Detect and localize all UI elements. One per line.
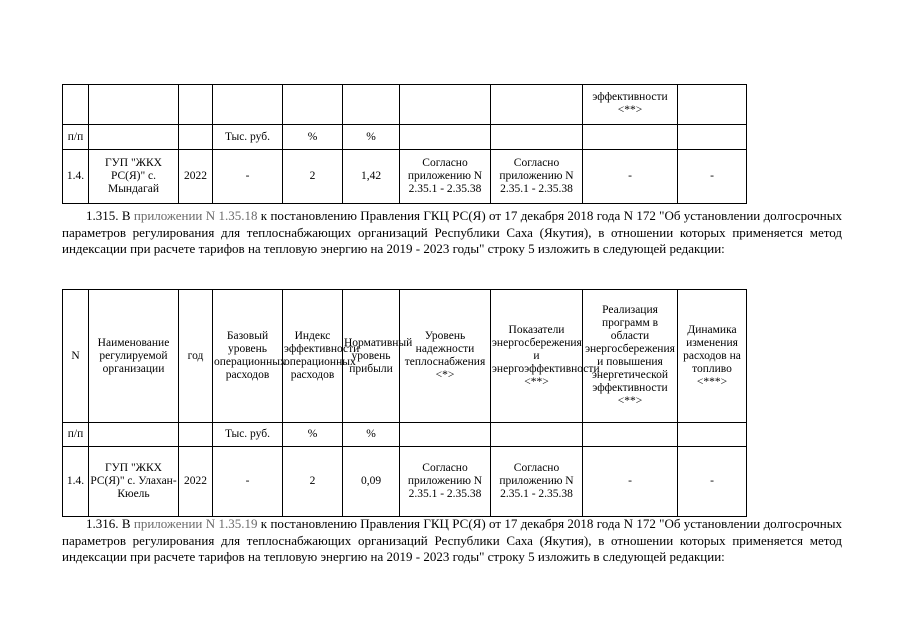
header-cell: Динамика изменения расходов на топливо <***> xyxy=(678,290,747,423)
units-cell xyxy=(89,423,179,447)
header-cell: Показатели энергосбережения и энергоэффективности <**> xyxy=(491,290,583,423)
table-row xyxy=(63,150,747,204)
header-cell: эффективности <**> xyxy=(583,85,678,125)
units-cell: % xyxy=(283,125,343,150)
data-cell: 2 xyxy=(283,150,343,204)
units-cell: % xyxy=(343,423,400,447)
header-cell: Нормативный уровень прибыли xyxy=(343,290,400,423)
amendment-paragraph-1316 xyxy=(62,516,842,566)
units-cell xyxy=(678,125,747,150)
data-cell: Согласно приложению N 2.35.1 - 2.35.38 xyxy=(400,150,491,204)
units-cell: % xyxy=(283,423,343,447)
data-cell: - xyxy=(678,447,747,517)
header-cell xyxy=(678,85,747,125)
units-cell xyxy=(583,423,678,447)
header-cell xyxy=(343,85,400,125)
amendment-paragraph-1315 xyxy=(62,208,842,258)
data-cell: - xyxy=(583,150,678,204)
year-cell: 2022 xyxy=(179,150,213,204)
header-cell xyxy=(213,85,283,125)
table-row-header xyxy=(63,290,747,423)
header-cell: N xyxy=(63,290,89,423)
paragraph-text: к постановлению Правления ГКЦ РС(Я) от 17 декабря 2018 года N 172 "Об установлении долгосрочных параметров регулирования для теплоснабжающих организаций Республики Саха (Якутия), в отношении которых применяется метод индексации при расчете тарифов на тепловую энергию на 2019 - 2023 годы" строку 5 изложить в следующей редакции: xyxy=(62,208,842,256)
paragraph-text: 1.316. В xyxy=(86,516,134,531)
units-cell xyxy=(400,125,491,150)
data-cell: - xyxy=(678,150,747,204)
header-cell xyxy=(179,85,213,125)
data-cell: Согласно приложению N 2.35.1 - 2.35.38 xyxy=(491,150,583,204)
table-row-units xyxy=(63,423,747,447)
units-cell xyxy=(491,423,583,447)
units-cell xyxy=(678,423,747,447)
header-cell: год xyxy=(179,290,213,423)
header-cell: Индекс эффективности операционных расходов xyxy=(283,290,343,423)
paragraph-text: 1.315. В xyxy=(86,208,134,223)
paragraph-text: к постановлению Правления ГКЦ РС(Я) от 17 декабря 2018 года N 172 "Об установлении долгосрочных параметров регулирования для теплоснабжающих организаций Республики Саха (Якутия), в отношении которых применяется метод индексации при расчете тарифов на тепловую энергию на 2019 - 2023 годы" строку 5 изложить в следующей редакции: xyxy=(62,516,842,564)
organization-name: ГУП "ЖКХ РС(Я)" с. Мындагай xyxy=(89,150,179,204)
header-cell: Наименование регулируемой организации xyxy=(89,290,179,423)
header-cell xyxy=(89,85,179,125)
header-cell xyxy=(400,85,491,125)
data-cell: 1,42 xyxy=(343,150,400,204)
header-cell: Реализация программ в области энергосбережения и повышения энергетической эффективности <**> xyxy=(583,290,678,423)
data-cell: Согласно приложению N 2.35.1 - 2.35.38 xyxy=(400,447,491,517)
data-cell: Согласно приложению N 2.35.1 - 2.35.38 xyxy=(491,447,583,517)
year-cell: 2022 xyxy=(179,447,213,517)
units-cell xyxy=(583,125,678,150)
table-row xyxy=(63,447,747,517)
document-link[interactable]: приложении N 1.35.19 xyxy=(133,516,258,531)
header-cell xyxy=(491,85,583,125)
table-row-header xyxy=(63,85,747,125)
regulation-table-1 xyxy=(62,84,747,204)
units-cell: Тыс. руб. xyxy=(213,423,283,447)
header-cell xyxy=(63,85,89,125)
document-link[interactable]: приложении N 1.35.18 xyxy=(133,208,258,223)
units-cell xyxy=(400,423,491,447)
units-cell: п/п xyxy=(63,125,89,150)
regulation-table-2 xyxy=(62,289,747,517)
units-cell xyxy=(179,125,213,150)
organization-name: ГУП "ЖКХ РС(Я)" с. Улахан-Кюель xyxy=(89,447,179,517)
header-cell: Базовый уровень операционных расходов xyxy=(213,290,283,423)
data-cell: 0,09 xyxy=(343,447,400,517)
units-cell xyxy=(491,125,583,150)
data-cell: - xyxy=(213,447,283,517)
header-cell: Уровень надежности теплоснабжения <*> xyxy=(400,290,491,423)
units-cell xyxy=(89,125,179,150)
table-row-units xyxy=(63,125,747,150)
header-cell xyxy=(283,85,343,125)
row-number: 1.4. xyxy=(63,447,89,517)
units-cell: п/п xyxy=(63,423,89,447)
units-cell xyxy=(179,423,213,447)
row-number: 1.4. xyxy=(63,150,89,204)
data-cell: 2 xyxy=(283,447,343,517)
units-cell: % xyxy=(343,125,400,150)
units-cell: Тыс. руб. xyxy=(213,125,283,150)
data-cell: - xyxy=(213,150,283,204)
data-cell: - xyxy=(583,447,678,517)
